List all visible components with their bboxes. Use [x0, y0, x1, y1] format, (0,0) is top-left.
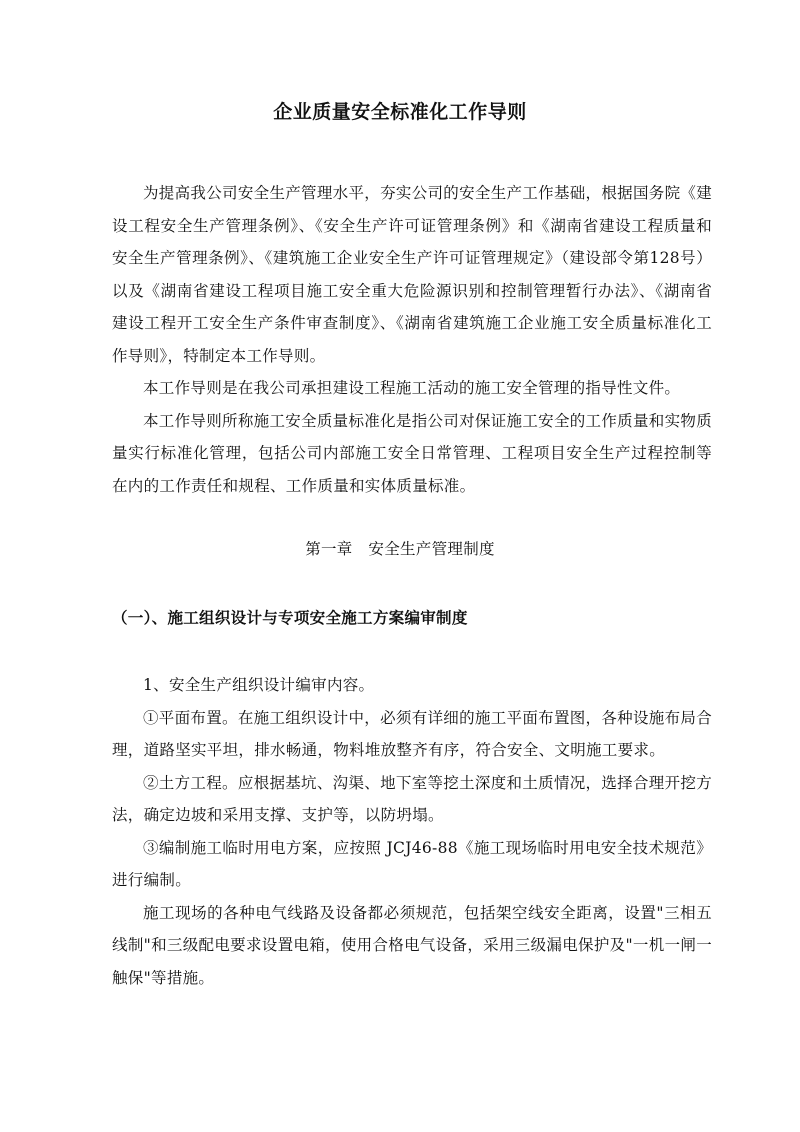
- body-paragraph: 1、安全生产组织设计编审内容。: [143, 676, 375, 694]
- intro-paragraph: 本工作导则是在我公司承担建设工程施工活动的施工安全管理的指导性文件。: [143, 379, 681, 397]
- intro-paragraph: 本工作导则所称施工安全质量标准化是指公司对保证施工安全的工作质量和实物质量实行标准化管理，包括公司内部施工安全日常管理、工程项目安全生产过程控制等在内的工作责任和规程、工作质量和实体质量标准。: [112, 411, 712, 495]
- body-paragraph: ①平面布置。在施工组织设计中，必须有详细的施工平面布置图，各种设施布局合理，道路坚实平坦，排水畅通，物料堆放整齐有序，符合安全、文明施工要求。: [112, 708, 712, 759]
- intro-paragraph: 为提高我公司安全生产管理水平，夯实公司的安全生产工作基础，根据国务院《建设工程安全生产管理条例》、《安全生产许可证管理条例》和《湖南省建设工程质量和安全生产管理条例》、《建筑施工企业安全生产许可证管理规定》（建设部令第128号）以及《湖南省建设工程项目施工安全重大危险源识别和控制管理暂行办法》、《湖南省建设工程开工安全生产条件审查制度》、《湖南省建筑施工企业施工安全质量标准化工作导则》，特制定本工作导则。: [112, 184, 712, 365]
- intro-section: [112, 177, 712, 502]
- document-title: 企业质量安全标准化工作导则: [273, 101, 527, 123]
- body-paragraph: ③编制施工临时用电方案，应按照 JCJ46-88《施工现场临时用电安全技术规范》进行编制。: [112, 838, 712, 889]
- chapter-heading: 第一章 安全生产管理制度: [305, 540, 495, 558]
- section-heading: （一）、施工组织设计与专项安全施工方案编审制度: [112, 608, 468, 627]
- section-body: [112, 669, 712, 994]
- body-paragraph: 施工现场的各种电气线路及设备都必须规范，包括架空线安全距离，设置"三相五线制"和三级配电要求设置电箱，使用合格电气设备，采用三级漏电保护及"一机一闸一触保"等措施。: [112, 903, 712, 987]
- body-paragraph: ②土方工程。应根据基坑、沟渠、地下室等挖土深度和土质情况，选择合理开挖方法，确定边坡和采用支撑、支护等，以防坍塌。: [112, 773, 712, 824]
